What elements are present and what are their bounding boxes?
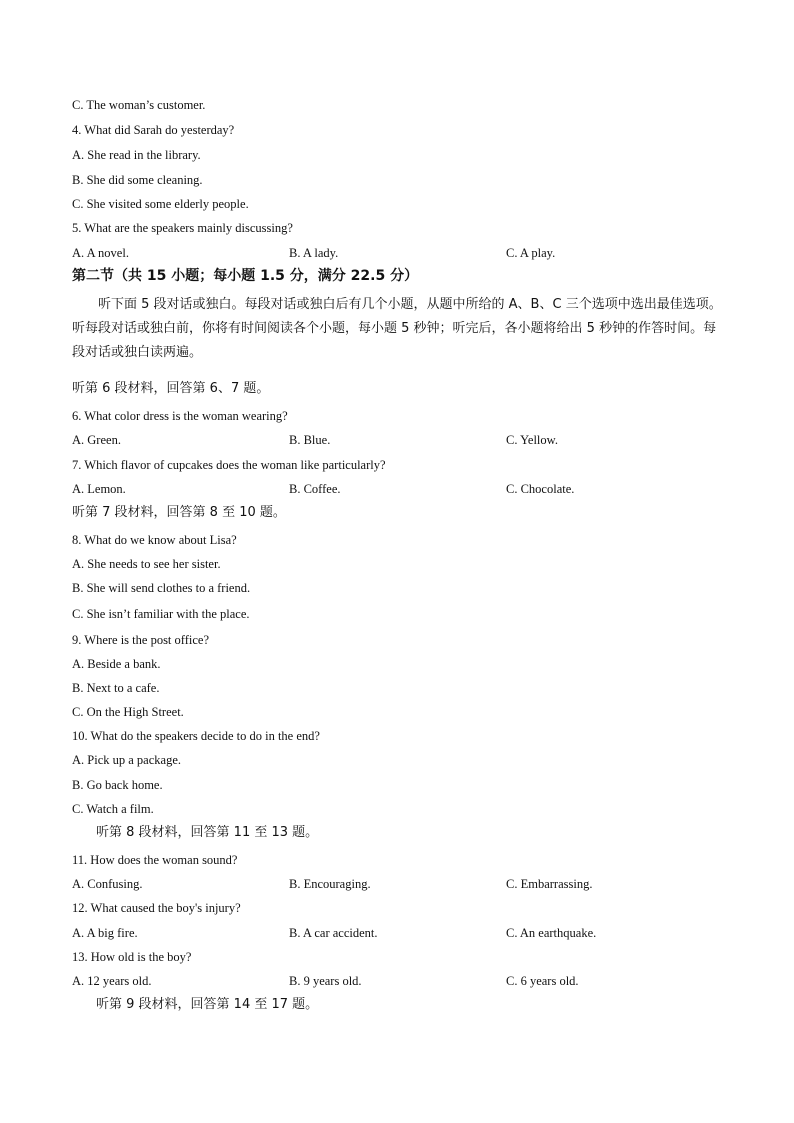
option-c: C. 6 years old.	[506, 974, 579, 988]
option-line: C. On the High Street.	[72, 705, 184, 719]
option-c: C. A play.	[506, 246, 556, 260]
option-b: B. Blue.	[289, 433, 331, 447]
option-c: C. Embarrassing.	[506, 877, 593, 891]
question-line: 13. How old is the boy?	[72, 950, 192, 964]
option-c: C. Yellow.	[506, 433, 558, 447]
question-line: 7. Which flavor of cupcakes does the woman like particularly?	[72, 458, 386, 472]
option-c: C. An earthquake.	[506, 926, 597, 940]
option-line: A. She read in the library.	[72, 148, 201, 162]
material-heading: 听第 6 段材料，回答第 6、7 题。	[72, 381, 270, 396]
option-line: C. The woman’s customer.	[72, 98, 206, 112]
option-a: A. 12 years old.	[72, 974, 152, 988]
option-line: B. Go back home.	[72, 778, 163, 792]
instructions-paragraph: 听下面 5 段对话或独白。每段对话或独白后有几个小题，从题中所给的 A、B、C 三个选项中选出最佳选项。听每段对话或独白前，你将有时间阅读各个小题，每小题 5 秒钟；听完后，各小题将给出 5 秒钟的作答时间。每段对话或独白读两遍。	[72, 297, 722, 360]
option-line: C. She isn’t familiar with the place.	[72, 607, 250, 621]
option-a: A. Green.	[72, 433, 121, 447]
question-line: 9. Where is the post office?	[72, 633, 209, 647]
question-line: 10. What do the speakers decide to do in the end?	[72, 729, 320, 743]
question-line: 8. What do we know about Lisa?	[72, 533, 237, 547]
question-line: 6. What color dress is the woman wearing?	[72, 409, 288, 423]
question-line: 5. What are the speakers mainly discussing?	[72, 221, 293, 235]
option-line: A. Beside a bank.	[72, 657, 161, 671]
question-line: 4. What did Sarah do yesterday?	[72, 123, 235, 137]
option-line: A. She needs to see her sister.	[72, 557, 221, 571]
option-a: A. A novel.	[72, 246, 129, 260]
option-line: B. Next to a cafe.	[72, 681, 160, 695]
option-line: B. She did some cleaning.	[72, 173, 203, 187]
material-heading: 听第 9 段材料，回答第 14 至 17 题。	[96, 997, 319, 1012]
option-c: C. Chocolate.	[506, 482, 575, 496]
option-line: A. Pick up a package.	[72, 753, 181, 767]
question-line: 12. What caused the boy's injury?	[72, 901, 241, 915]
option-line: B. She will send clothes to a friend.	[72, 581, 251, 595]
option-a: A. Lemon.	[72, 482, 126, 496]
option-b: B. Encouraging.	[289, 877, 371, 891]
option-b: B. 9 years old.	[289, 974, 362, 988]
option-b: B. Coffee.	[289, 482, 341, 496]
material-heading: 听第 7 段材料，回答第 8 至 10 题。	[72, 505, 286, 520]
option-a: A. A big fire.	[72, 926, 138, 940]
option-b: B. A car accident.	[289, 926, 378, 940]
option-a: A. Confusing.	[72, 877, 143, 891]
question-line: 11. How does the woman sound?	[72, 853, 238, 867]
section-heading: 第二节（共 15 小题；每小题 1.5 分，满分 22.5 分）	[72, 268, 419, 284]
option-line: C. She visited some elderly people.	[72, 197, 249, 211]
option-b: B. A lady.	[289, 246, 339, 260]
option-line: C. Watch a film.	[72, 802, 154, 816]
material-heading: 听第 8 段材料，回答第 11 至 13 题。	[96, 825, 319, 840]
